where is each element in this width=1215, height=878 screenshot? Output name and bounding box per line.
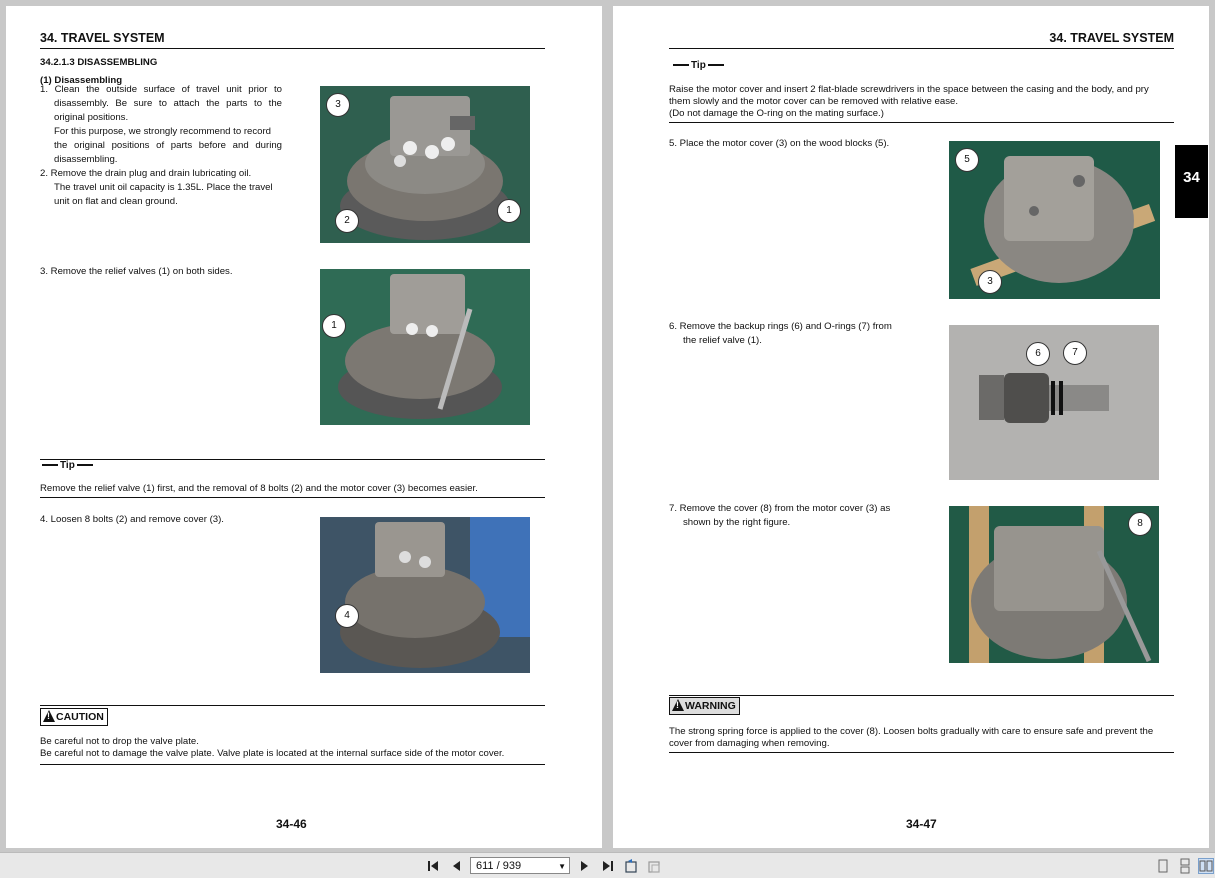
step-1-line: disassembling.: [54, 154, 118, 165]
first-page-icon[interactable]: [426, 858, 442, 874]
section-title: 34.2.1.3 DISASSEMBLING: [40, 57, 158, 68]
relief-valve-photo: [320, 269, 530, 425]
chapter-tab: 34: [1175, 145, 1208, 218]
step-7: [669, 502, 890, 530]
step-2-line: unit on flat and clean ground.: [54, 196, 178, 207]
header-rule: [669, 48, 1174, 49]
step-2-line: The travel unit oil capacity is 1.35L. Place the travel: [54, 182, 273, 193]
warning-triangle-icon: [43, 710, 55, 722]
warning-triangle-icon: [672, 699, 684, 711]
callout-1: 1: [322, 314, 346, 338]
warning-bottom-rule: [669, 752, 1174, 753]
step-1-line: For this purpose, we strongly recommend to record: [54, 126, 272, 137]
caution-line: Be careful not to damage the valve plate. Valve plate is located at the internal surface side of the motor cover.: [40, 748, 505, 759]
next-page-icon[interactable]: [577, 858, 593, 874]
header-rule: [40, 48, 545, 49]
right-page: [613, 6, 1209, 848]
tip-label: [671, 60, 726, 71]
callout-1: 1: [497, 199, 521, 223]
page-number-select[interactable]: [470, 857, 570, 874]
page-number: 34-46: [276, 817, 307, 831]
step-1-line: 1. Clean the outside surface of travel unit prior to: [40, 84, 282, 95]
page-indicator-text: 611 / 939: [476, 860, 522, 872]
warning-top-rule: [669, 695, 1174, 696]
viewer-toolbar: [0, 852, 1215, 878]
step-4: 4. Loosen 8 bolts (2) and remove cover (3).: [40, 514, 224, 525]
tip-bottom-rule: [669, 122, 1174, 123]
caution-label: CAUTION: [56, 711, 104, 723]
prev-page-icon[interactable]: [448, 858, 464, 874]
tip-label-text: Tip: [691, 60, 706, 71]
caution-top-rule: [40, 705, 545, 706]
tip-text: [669, 84, 1175, 120]
step-7-line: shown by the right figure.: [683, 517, 791, 528]
callout-7: 7: [1063, 341, 1087, 365]
last-page-icon[interactable]: [599, 858, 615, 874]
step-2: [40, 167, 282, 209]
tip-line: them slowly and the motor cover can be removed with relative ease.: [669, 96, 959, 107]
tip-line: (Do not damage the O-ring on the mating surface.): [669, 108, 884, 119]
step-6-line: the relief valve (1).: [683, 335, 762, 346]
callout-6: 6: [1026, 342, 1050, 366]
tip-line: Raise the motor cover and insert 2 flat-blade screwdrivers in the space between the casing and the body, and pry: [669, 84, 1149, 95]
step-1: [40, 83, 282, 167]
step-5: 5. Place the motor cover (3) on the wood blocks (5).: [669, 138, 890, 149]
callout-5: 5: [955, 148, 979, 172]
step-6: [669, 320, 892, 348]
step-7-line: 7. Remove the cover (8) from the motor cover (3) as: [669, 503, 891, 514]
page-header: 34. TRAVEL SYSTEM: [1049, 31, 1174, 45]
two-page-icon[interactable]: [1198, 858, 1214, 874]
cover-removal-photo: [949, 506, 1159, 663]
step-1-line: original positions.: [54, 112, 129, 123]
caution-badge: [40, 708, 108, 726]
prev-view-icon[interactable]: [623, 858, 639, 874]
tip-label: [40, 460, 95, 471]
warning-badge: [669, 697, 740, 715]
caution-line: Be careful not to drop the valve plate.: [40, 736, 199, 747]
step-1-line: the original positions of parts before and during: [54, 140, 282, 151]
tip-label-text: Tip: [60, 460, 75, 471]
callout-3: 3: [978, 270, 1002, 294]
single-page-icon[interactable]: [1155, 858, 1171, 874]
warning-line: cover from damaging when removing.: [669, 738, 830, 749]
tip-bottom-rule: [40, 497, 545, 498]
step-2-line: 2. Remove the drain plug and drain lubricating oil.: [40, 168, 252, 179]
warning-text: [669, 726, 1153, 750]
tip-text: Remove the relief valve (1) first, and the removal of 8 bolts (2) and the motor cover (3) becomes easier.: [40, 483, 478, 494]
step-1-line: disassembly. Be sure to attach the parts to the: [54, 98, 282, 109]
continuous-icon[interactable]: [1177, 858, 1193, 874]
callout-2: 2: [335, 209, 359, 233]
step-3: 3. Remove the relief valves (1) on both sides.: [40, 266, 233, 277]
next-view-icon[interactable]: [646, 858, 662, 874]
caution-text: [40, 736, 504, 760]
warning-label: WARNING: [685, 700, 736, 712]
page-header: 34. TRAVEL SYSTEM: [40, 31, 165, 45]
callout-3: 3: [326, 93, 350, 117]
warning-line: The strong spring force is applied to the cover (8). Loosen bolts gradually with care to ensure safe and prevent the: [669, 726, 1154, 737]
subsection-title: (1) Disassembling: [40, 75, 123, 86]
chevron-down-icon: ▼: [558, 862, 566, 871]
loosen-bolts-photo: [320, 517, 530, 673]
caution-bottom-rule: [40, 764, 545, 765]
left-page: [6, 6, 602, 848]
relief-valve-rings-photo: [949, 325, 1159, 480]
tip-top-rule: [40, 459, 545, 460]
step-6-line: 6. Remove the backup rings (6) and O-rings (7) from: [669, 321, 892, 332]
callout-4: 4: [335, 604, 359, 628]
page-number: 34-47: [906, 817, 937, 831]
callout-8: 8: [1128, 512, 1152, 536]
